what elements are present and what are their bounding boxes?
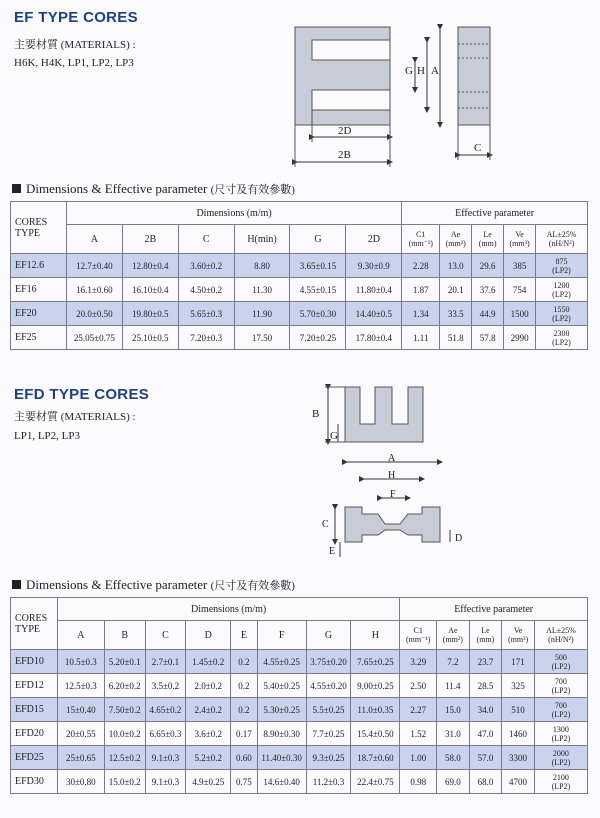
core-type-cell: EFD12 — [11, 674, 58, 698]
table-cell: 31.0 — [437, 722, 470, 746]
table-cell: 47.0 — [469, 722, 502, 746]
table-cell: 2990 — [504, 326, 536, 350]
table-cell: 9.1±0.3 — [145, 770, 186, 794]
ef-label-g: G — [405, 65, 413, 77]
table-cell: 0.2 — [231, 650, 258, 674]
table-cell: 37.6 — [472, 278, 504, 302]
table-cell: 7.65±0.25 — [351, 650, 400, 674]
al-value-cell: 1200 (LP2) — [536, 278, 588, 302]
table-cell: 8.90±0.30 — [257, 722, 306, 746]
efd-materials-label: 主要材質 (MATERIALS) : — [14, 411, 136, 423]
al-value-cell: 2000 (LP2) — [534, 746, 587, 770]
table-cell: 7.20±0.25 — [290, 326, 346, 350]
table-cell: 29.6 — [472, 254, 504, 278]
table-cell: 44.9 — [472, 302, 504, 326]
efd-col-header: H — [351, 621, 400, 650]
table-cell: 20.0±0.50 — [66, 302, 122, 326]
al-value-cell: 500 (LP2) — [534, 650, 587, 674]
table-cell: 14.6±0.40 — [257, 770, 306, 794]
ef-effective-header: Effective parameter — [402, 202, 588, 225]
table-cell: 385 — [504, 254, 536, 278]
table-cell: 2.27 — [400, 698, 437, 722]
efd-eff-col-header: AL±25% (nH/N²) — [534, 621, 587, 650]
efd-col-header: F — [257, 621, 306, 650]
efd-label-b: B — [312, 408, 320, 420]
table-cell: 20±0.55 — [57, 722, 104, 746]
table-cell: 4.9±0.25 — [186, 770, 231, 794]
ef-materials-label: 主要材質 (MATERIALS) : — [14, 39, 136, 51]
ef-materials-list: H6K, H4K, LP1, LP2, LP3 — [14, 57, 134, 69]
table-cell: 10.5±0.3 — [57, 650, 104, 674]
table-cell: 68.0 — [469, 770, 502, 794]
table-cell: 16.10±0.4 — [122, 278, 178, 302]
core-type-cell: EFD30 — [11, 770, 58, 794]
table-cell: 1.11 — [402, 326, 440, 350]
al-value-cell: 1550 (LP2) — [536, 302, 588, 326]
table-cell: 2.0±0.2 — [186, 674, 231, 698]
table-cell: 1.34 — [402, 302, 440, 326]
table-cell: 11.2±0.3 — [306, 770, 351, 794]
table-cell: 3.60±0.2 — [178, 254, 234, 278]
table-cell: 11.0±0.35 — [351, 698, 400, 722]
table-cell: 22.4±0.75 — [351, 770, 400, 794]
ef-label-2d: 2D — [338, 125, 352, 137]
table-cell: 11.80±0.4 — [346, 278, 402, 302]
table-cell: 9.30±0.9 — [346, 254, 402, 278]
efd-section-title: EFD TYPE CORES — [14, 386, 150, 403]
al-value-cell: 2300 (LP2) — [536, 326, 588, 350]
table-cell: 0.17 — [231, 722, 258, 746]
bullet-square-icon — [12, 184, 21, 193]
table-cell: 4.55±0.15 — [290, 278, 346, 302]
table-cell: 30±0.80 — [57, 770, 104, 794]
table-cell: 8.80 — [234, 254, 290, 278]
ef-col-header: A — [66, 225, 122, 254]
table-cell: 6.65±0.3 — [145, 722, 186, 746]
table-cell: 1.00 — [400, 746, 437, 770]
table-cell: 3.5±0.2 — [145, 674, 186, 698]
al-value-cell: 700 (LP2) — [534, 674, 587, 698]
table-cell: 4.55±0.25 — [257, 650, 306, 674]
table-cell: 20.1 — [440, 278, 472, 302]
ef-label-h: H — [417, 65, 425, 77]
table-cell: 3.6±0.2 — [186, 722, 231, 746]
table-cell: 57.8 — [472, 326, 504, 350]
table-row — [11, 278, 588, 302]
table-row — [11, 722, 588, 746]
table-cell: 171 — [502, 650, 535, 674]
table-cell: 9.3±0.25 — [306, 746, 351, 770]
table-row — [11, 254, 588, 278]
core-type-cell: EF20 — [11, 302, 67, 326]
table-cell: 754 — [504, 278, 536, 302]
efd-label-f: F — [390, 489, 396, 500]
table-row — [11, 302, 588, 326]
table-cell: 3.65±0.15 — [290, 254, 346, 278]
table-row — [11, 326, 588, 350]
ef-core-side-shape — [458, 27, 490, 125]
efd-col-header: D — [186, 621, 231, 650]
table-cell: 33.5 — [440, 302, 472, 326]
table-cell: 16.1±0.60 — [66, 278, 122, 302]
core-type-cell: EFD10 — [11, 650, 58, 674]
core-type-cell: EF25 — [11, 326, 67, 350]
table-cell: 0.2 — [231, 698, 258, 722]
efd-cores-type-header: CORES TYPE — [11, 598, 58, 650]
al-value-cell: 700 (LP2) — [534, 698, 587, 722]
table-cell: 5.65±0.3 — [178, 302, 234, 326]
table-cell: 1.52 — [400, 722, 437, 746]
table-cell: 23.7 — [469, 650, 502, 674]
table-cell: 3300 — [502, 746, 535, 770]
al-value-cell: 2100 (LP2) — [534, 770, 587, 794]
table-cell: 9.00±0.25 — [351, 674, 400, 698]
core-type-cell: EF16 — [11, 278, 67, 302]
table-row — [11, 746, 588, 770]
bullet-square-icon — [12, 580, 21, 589]
table-cell: 2.7±0.1 — [145, 650, 186, 674]
table-cell: 15.4±0.50 — [351, 722, 400, 746]
table-cell: 18.7±0.60 — [351, 746, 400, 770]
table-cell: 51.8 — [440, 326, 472, 350]
efd-col-header: A — [57, 621, 104, 650]
table-cell: 25.05±0.75 — [66, 326, 122, 350]
efd-label-g: G — [330, 430, 338, 442]
table-cell: 7.50±0.2 — [104, 698, 145, 722]
ef-eff-col-header: Ae (mm²) — [440, 225, 472, 254]
table-row — [11, 770, 588, 794]
table-cell: 11.4 — [437, 674, 470, 698]
efd-label-e: E — [329, 546, 336, 557]
table-cell: 7.2 — [437, 650, 470, 674]
table-cell: 3.75±0.20 — [306, 650, 351, 674]
table-cell: 2.28 — [402, 254, 440, 278]
table-cell: 19.80±0.5 — [122, 302, 178, 326]
ef-col-header: 2B — [122, 225, 178, 254]
ef-eff-col-header: Ve (mm³) — [504, 225, 536, 254]
table-cell: 57.0 — [469, 746, 502, 770]
table-cell: 2.4±0.2 — [186, 698, 231, 722]
efd-label-a: A — [388, 453, 396, 464]
table-cell: 9.1±0.3 — [145, 746, 186, 770]
table-cell: 5.70±0.30 — [290, 302, 346, 326]
table-cell: 10.0±0.2 — [104, 722, 145, 746]
ef-label-c: C — [474, 142, 482, 154]
table-cell: 0.75 — [231, 770, 258, 794]
ef-col-header: 2D — [346, 225, 402, 254]
table-cell: 5.5±0.25 — [306, 698, 351, 722]
table-cell: 6.20±0.2 — [104, 674, 145, 698]
table-cell: 11.30 — [234, 278, 290, 302]
table-cell: 17.50 — [234, 326, 290, 350]
ef-section-title: EF TYPE CORES — [14, 9, 138, 26]
al-value-cell: 875 (LP2) — [536, 254, 588, 278]
table-cell: 3.29 — [400, 650, 437, 674]
efd-dimensions-header: Dimensions (m/m) — [57, 598, 399, 621]
efd-effective-header: Effective parameter — [400, 598, 588, 621]
ef-col-header: H(min) — [234, 225, 290, 254]
efd-label-h: H — [388, 470, 396, 481]
efd-col-header: G — [306, 621, 351, 650]
ef-eff-col-header: Le (mm) — [472, 225, 504, 254]
table-cell: 5.40±0.25 — [257, 674, 306, 698]
table-cell: 4.55±0.20 — [306, 674, 351, 698]
table-cell: 4.50±0.2 — [178, 278, 234, 302]
ef-label-a: A — [431, 65, 439, 77]
efd-dimensions-table — [10, 597, 588, 794]
table-cell: 4.65±0.2 — [145, 698, 186, 722]
efd-core-bottom-shape — [345, 507, 440, 542]
table-cell: 5.2±0.2 — [186, 746, 231, 770]
table-cell: 7.20±0.3 — [178, 326, 234, 350]
efd-col-header: B — [104, 621, 145, 650]
table-cell: 13.0 — [440, 254, 472, 278]
table-cell: 58.0 — [437, 746, 470, 770]
ef-col-header: G — [290, 225, 346, 254]
ef-dims-heading-text: Dimensions & Effective parameter — [26, 181, 208, 196]
ef-eff-col-header: C1 (mm⁻¹) — [402, 225, 440, 254]
table-cell: 1500 — [504, 302, 536, 326]
table-cell: 325 — [502, 674, 535, 698]
table-cell: 0.98 — [400, 770, 437, 794]
table-cell: 4700 — [502, 770, 535, 794]
table-cell: 2.50 — [400, 674, 437, 698]
ef-dims-heading-cn: (尺寸及有效參數) — [210, 184, 295, 196]
core-type-cell: EF12.6 — [11, 254, 67, 278]
efd-eff-col-header: Ae (mm²) — [437, 621, 470, 650]
table-cell: 1.87 — [402, 278, 440, 302]
ef-cores-type-header: CORES TYPE — [11, 202, 67, 254]
core-type-cell: EFD25 — [11, 746, 58, 770]
table-cell: 12.7±0.40 — [66, 254, 122, 278]
efd-dims-heading — [12, 577, 295, 593]
table-cell: 14.40±0.5 — [346, 302, 402, 326]
table-cell: 12.5±0.2 — [104, 746, 145, 770]
core-type-cell: EFD20 — [11, 722, 58, 746]
table-cell: 15±0.40 — [57, 698, 104, 722]
ef-label-2b: 2B — [338, 149, 351, 161]
table-cell: 69.0 — [437, 770, 470, 794]
ef-dims-heading — [12, 181, 295, 197]
efd-label-c: C — [322, 519, 329, 530]
efd-col-header: C — [145, 621, 186, 650]
efd-dims-heading-cn: (尺寸及有效參數) — [210, 580, 295, 592]
table-cell: 25.10±0.5 — [122, 326, 178, 350]
table-cell: 11.90 — [234, 302, 290, 326]
table-cell: 5.30±0.25 — [257, 698, 306, 722]
table-cell: 34.0 — [469, 698, 502, 722]
efd-label-d: D — [455, 533, 463, 544]
table-row — [11, 674, 588, 698]
ef-dimensions-header: Dimensions (m/m) — [66, 202, 401, 225]
efd-core-top-shape — [345, 387, 423, 442]
table-cell: 0.60 — [231, 746, 258, 770]
table-cell: 7.7±0.25 — [306, 722, 351, 746]
table-cell: 1.45±0.2 — [186, 650, 231, 674]
table-cell: 28.5 — [469, 674, 502, 698]
table-cell: 15.0±0.2 — [104, 770, 145, 794]
ef-dimensions-table — [10, 201, 588, 350]
table-row — [11, 698, 588, 722]
table-cell: 0.2 — [231, 674, 258, 698]
table-cell: 25±0.65 — [57, 746, 104, 770]
table-cell: 17.80±0.4 — [346, 326, 402, 350]
table-row — [11, 650, 588, 674]
table-cell: 510 — [502, 698, 535, 722]
table-cell: 12.80±0.4 — [122, 254, 178, 278]
efd-eff-col-header: Ve (mm³) — [502, 621, 535, 650]
table-cell: 1460 — [502, 722, 535, 746]
ef-col-header: C — [178, 225, 234, 254]
efd-materials-list: LP1, LP2, LP3 — [14, 430, 81, 442]
table-cell: 15.0 — [437, 698, 470, 722]
table-cell: 5.20±0.1 — [104, 650, 145, 674]
efd-col-header: E — [231, 621, 258, 650]
al-value-cell: 1300 (LP2) — [534, 722, 587, 746]
efd-core-diagram — [300, 382, 470, 567]
ef-eff-col-header: AL±25% (nH/N²) — [536, 225, 588, 254]
table-cell: 11.40±0.30 — [257, 746, 306, 770]
core-type-cell: EFD15 — [11, 698, 58, 722]
table-cell: 12.5±0.3 — [57, 674, 104, 698]
efd-eff-col-header: C1 (mm⁻¹) — [400, 621, 437, 650]
efd-dims-heading-text: Dimensions & Effective parameter — [26, 577, 208, 592]
efd-eff-col-header: Le (mm) — [469, 621, 502, 650]
